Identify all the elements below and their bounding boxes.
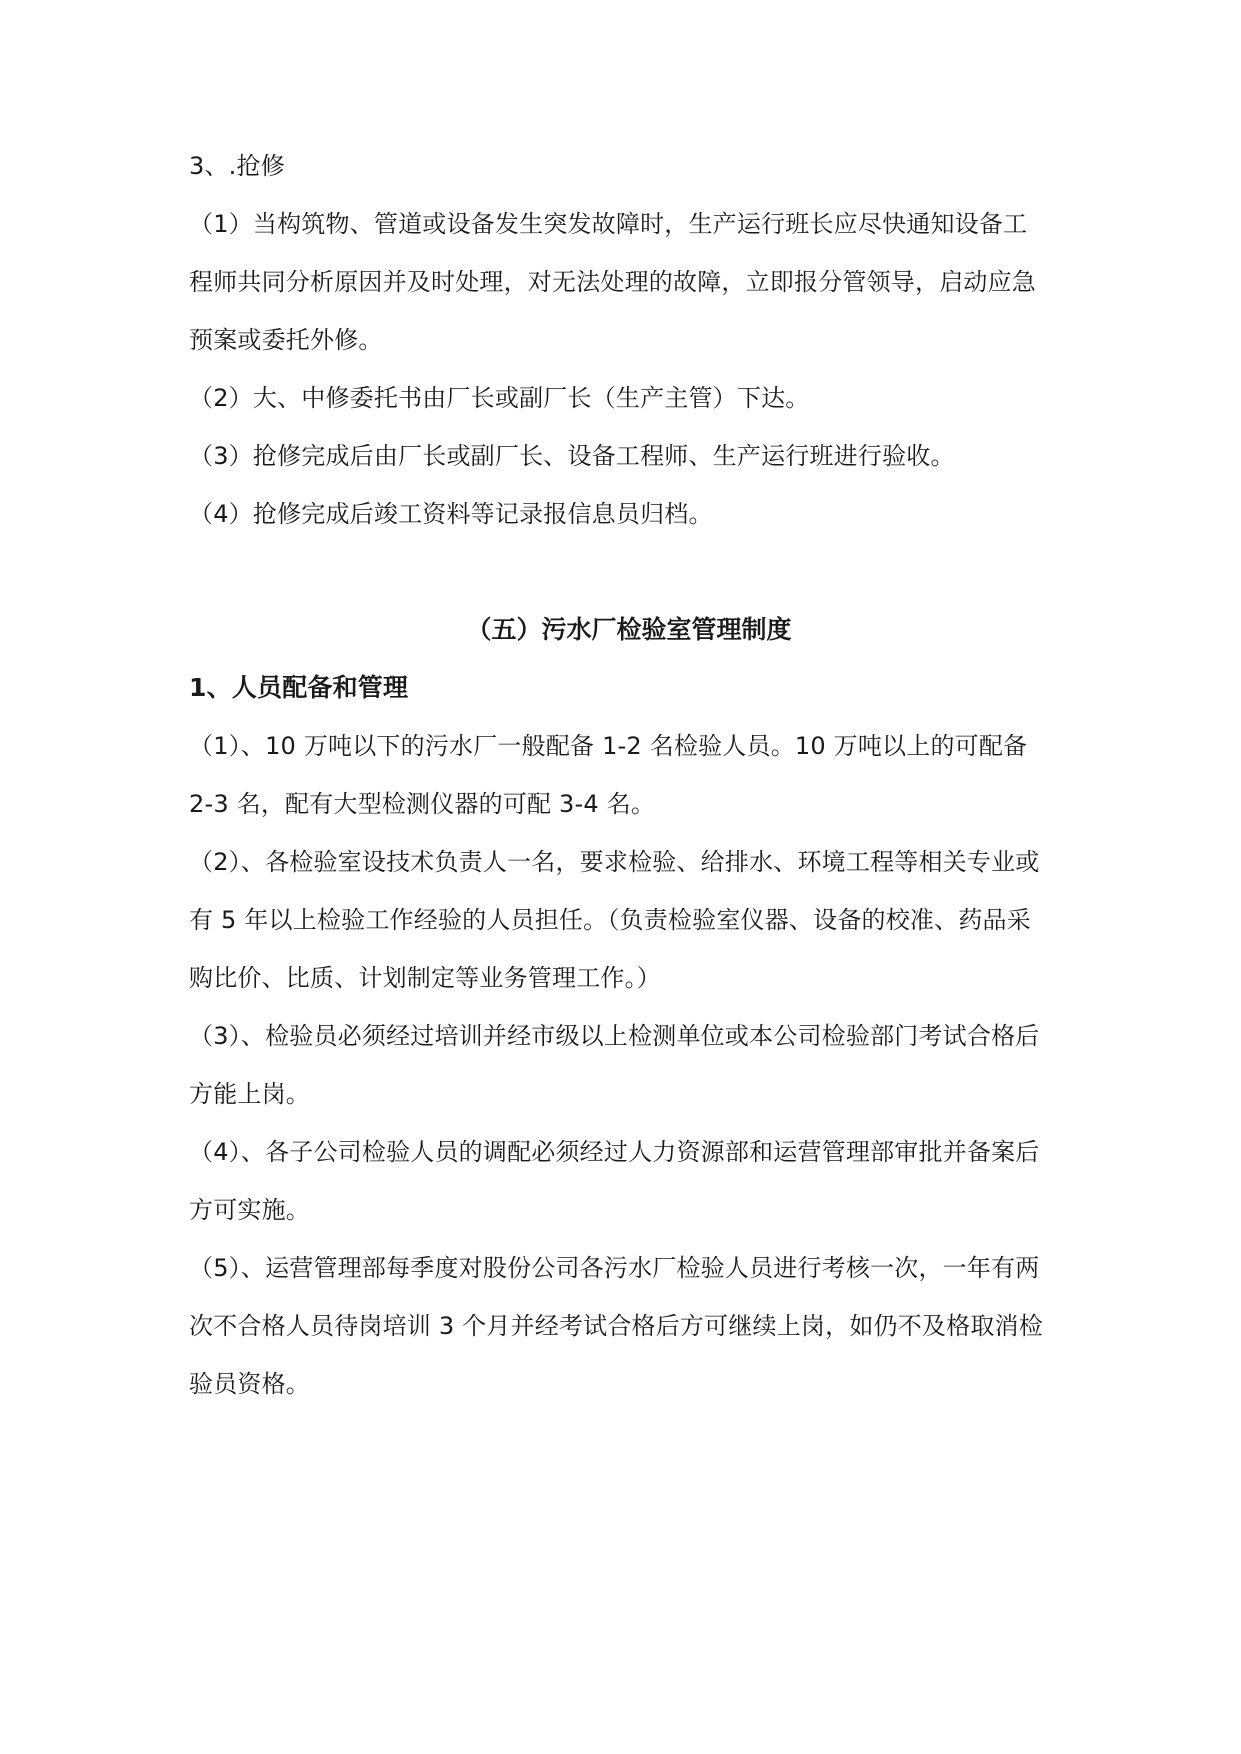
paragraph-line: （4）、各子公司检验人员的调配必须经过人力资源部和运营管理部审批并备案后	[189, 1138, 1040, 1166]
section-5-title: （五）污水厂检验室管理制度	[466, 615, 792, 644]
paragraph-line: （2）、各检验室设技术负责人一名，要求检验、给排水、环境工程等相关专业或	[189, 848, 1040, 876]
paragraph-line: （1）、10 万吨以下的污水厂一般配备 1-2 名检验人员。10 万吨以上的可配备	[189, 732, 1028, 760]
paragraph-line: （3）抢修完成后由厂长或副厂长、设备工程师、生产运行班进行验收。	[189, 442, 955, 470]
paragraph-line: （5）、运营管理部每季度对股份公司各污水厂检验人员进行考核一次，一年有两	[189, 1254, 1040, 1282]
section-3-heading: 3、.抢修	[189, 152, 285, 180]
paragraph-line: （1）当构筑物、管道或设备发生突发故障时，生产运行班长应尽快通知设备工	[189, 210, 1028, 238]
paragraph-line: 程师共同分析原因并及时处理，对无法处理的故障，立即报分管领导，启动应急	[189, 268, 1036, 296]
paragraph-line: 次不合格人员待岗培训 3 个月并经考试合格后方可继续上岗，如仍不及格取消检	[189, 1312, 1043, 1340]
paragraph-line: 方能上岗。	[189, 1080, 310, 1108]
paragraph-line: 2-3 名，配有大型检测仪器的可配 3-4 名。	[189, 790, 656, 818]
subsection-1-heading: 1、人员配备和管理	[189, 673, 409, 702]
paragraph-line: 预案或委托外修。	[189, 326, 383, 354]
paragraph-line: 有 5 年以上检验工作经验的人员担任。（负责检验室仪器、设备的校准、药品采	[189, 906, 1031, 934]
paragraph-line: 购比价、比质、计划制定等业务管理工作。）	[189, 964, 661, 992]
paragraph-line: （3）、检验员必须经过培训并经市级以上检测单位或本公司检验部门考试合格后	[189, 1022, 1040, 1050]
paragraph-line: （2）大、中修委托书由厂长或副厂长（生产主管）下达。	[189, 384, 810, 412]
paragraph-line: 验员资格。	[189, 1370, 310, 1398]
paragraph-line: 方可实施。	[189, 1196, 310, 1224]
paragraph-line: （4）抢修完成后竣工资料等记录报信息员归档。	[189, 500, 713, 528]
